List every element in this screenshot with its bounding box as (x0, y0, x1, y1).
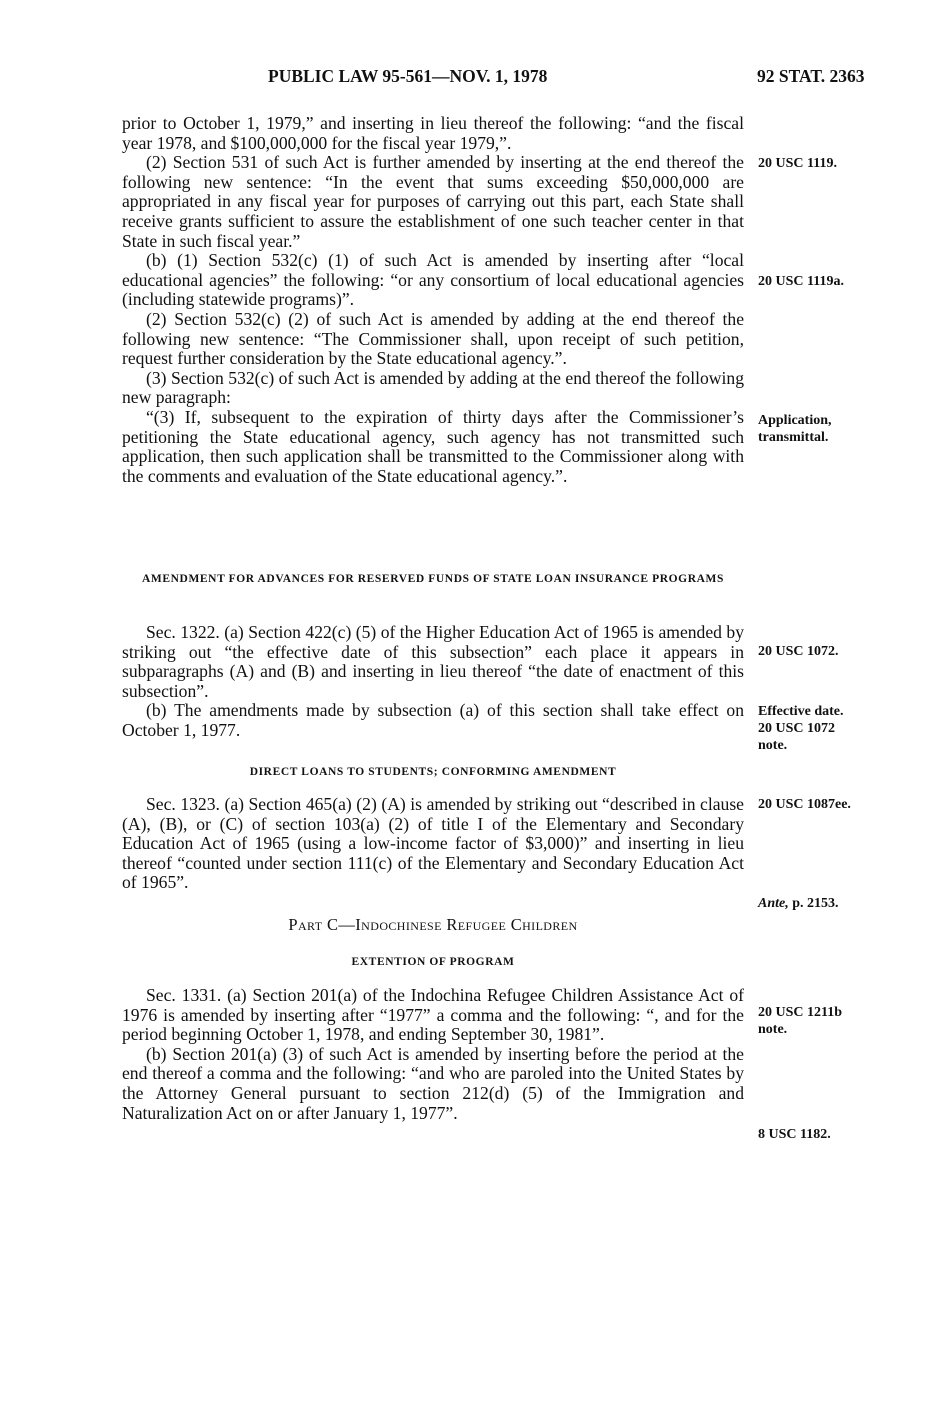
header-title: PUBLIC LAW 95-561—NOV. 1, 1978 (268, 66, 548, 86)
margin-note-20usc1119a: 20 USC 1119a. (758, 274, 844, 289)
heading-loan-insurance: AMENDMENT FOR ADVANCES FOR RESERVED FUNDS OF STATE LOAN INSURANCE PROGRAMS (142, 573, 724, 585)
margin-note-ante-page: p. 2153. (788, 896, 839, 911)
margin-note-effective-line2: 20 USC 1072 (758, 721, 836, 736)
body-block-1 (122, 114, 744, 486)
margin-note-ante (758, 895, 839, 912)
margin-note-1211b-line1: 20 USC 1211b (758, 1005, 843, 1020)
paragraph-section-532c2: (2) Section 532(c) (2) of such Act is amended by adding at the end thereof the following new sentence: “The Commissioner shall, upon receipt of such petition, request further consideration by the State educational agency.”. (122, 308, 744, 369)
header-stat-page: 92 STAT. 2363 (757, 66, 865, 86)
margin-note-20usc1072: 20 USC 1072. (758, 644, 839, 659)
margin-note-application-line2: transmittal. (758, 430, 829, 445)
margin-note-application-line1: Application, (758, 413, 832, 428)
body-block-3 (122, 795, 744, 893)
paragraph-sec-1322b: (b) The amendments made by subsection (a) of this section shall take effect on October 1, 1977. (122, 700, 744, 740)
margin-note-application (758, 412, 832, 446)
margin-note-effective-date (758, 703, 844, 754)
paragraph-sec-1331a: Sec. 1331. (a) Section 201(a) of the Indochina Refugee Children Assistance Act of 1976 is amended by inserting after “1977” a comma and the following: “, and for the period beginning October 1, 1978, and ending September 30, 1981”. (122, 985, 744, 1045)
paragraph-sec-1322a: Sec. 1322. (a) Section 422(c) (5) of the Higher Education Act of 1965 is amended by striking out “the effective date of this subsection” each place it appears in subparagraphs (A) and (B) and inserting in lieu thereof “the date of enactment of this subsection”. (122, 622, 744, 701)
paragraph-section-531: (2) Section 531 of such Act is further amended by inserting at the end thereof the following new sentence: “In the event that sums exceeding $50,000,000 are appropriated in any fiscal year for purposes of carrying out this part, each State shall receive grants sufficient to assure the establishment of one such teacher center in that State in such fiscal year.” (122, 152, 744, 251)
body-block-4 (122, 986, 744, 1123)
paragraph-sec-1331b: (b) Section 201(a) (3) of such Act is amended by inserting before the period at the end thereof a comma and the following: “and who are paroled into the United States by the Attorney General pursuant to section 212(d) (5) of the Immigration and Naturalization Act on or after January 1, 1977”. (122, 1043, 744, 1123)
margin-note-1211b-line2: note. (758, 1022, 788, 1037)
margin-note-8usc1182: 8 USC 1182. (758, 1127, 831, 1142)
heading-direct-loans: DIRECT LOANS TO STUDENTS; CONFORMING AMENDMENT (249, 766, 617, 778)
paragraph-sec-1323: Sec. 1323. (a) Section 465(a) (2) (A) is amended by striking out “described in clause (A), (B), or (C) of section 103(a) (2) of title I of the Elementary and Secondary Education Act of 1965 (using a low-income factor of $3,000)” and inserting in lieu thereof “counted under section 111(c) of the Elementary and Secondary Education Act of 1965”. (122, 794, 744, 893)
body-block-2 (122, 623, 744, 741)
margin-note-ante-italic: Ante, (758, 896, 789, 911)
margin-note-20usc1211b (758, 1004, 842, 1038)
heading-extention: EXTENTION OF PROGRAM (351, 956, 515, 968)
margin-note-20usc1119: 20 USC 1119. (758, 156, 837, 171)
margin-note-20usc1087ee: 20 USC 1087ee. (758, 797, 851, 812)
page-header (0, 66, 949, 88)
margin-note-effective-line1: Effective date. (758, 704, 844, 719)
paragraph-fiscal-year: prior to October 1, 1979,” and inserting in lieu thereof the following: “and the fiscal year 1978, and $100,000,000 for the fiscal year 1979,”. (122, 113, 744, 153)
part-c-title: Part C—Indochinese Refugee Children (288, 915, 578, 934)
margin-note-effective-line3: note. (758, 738, 788, 753)
paragraph-section-532c: (3) Section 532(c) of such Act is amended by adding at the end thereof the following new paragraph: (122, 367, 744, 408)
paragraph-section-532c1: (b) (1) Section 532(c) (1) of such Act is amended by inserting after “local educational agencies” the following: “or any consortium of local educational agencies (including statewide programs)”. (122, 250, 744, 310)
part-c-heading (122, 915, 744, 935)
paragraph-new-paragraph-3: “(3) If, subsequent to the expiration of thirty days after the Commissioner’s petitioning the State educational agency, such agency has not transmitted such application, then such application shall be transmitted to the Commissioner along with the comments and evaluation of the State educational agency.”. (122, 406, 744, 486)
